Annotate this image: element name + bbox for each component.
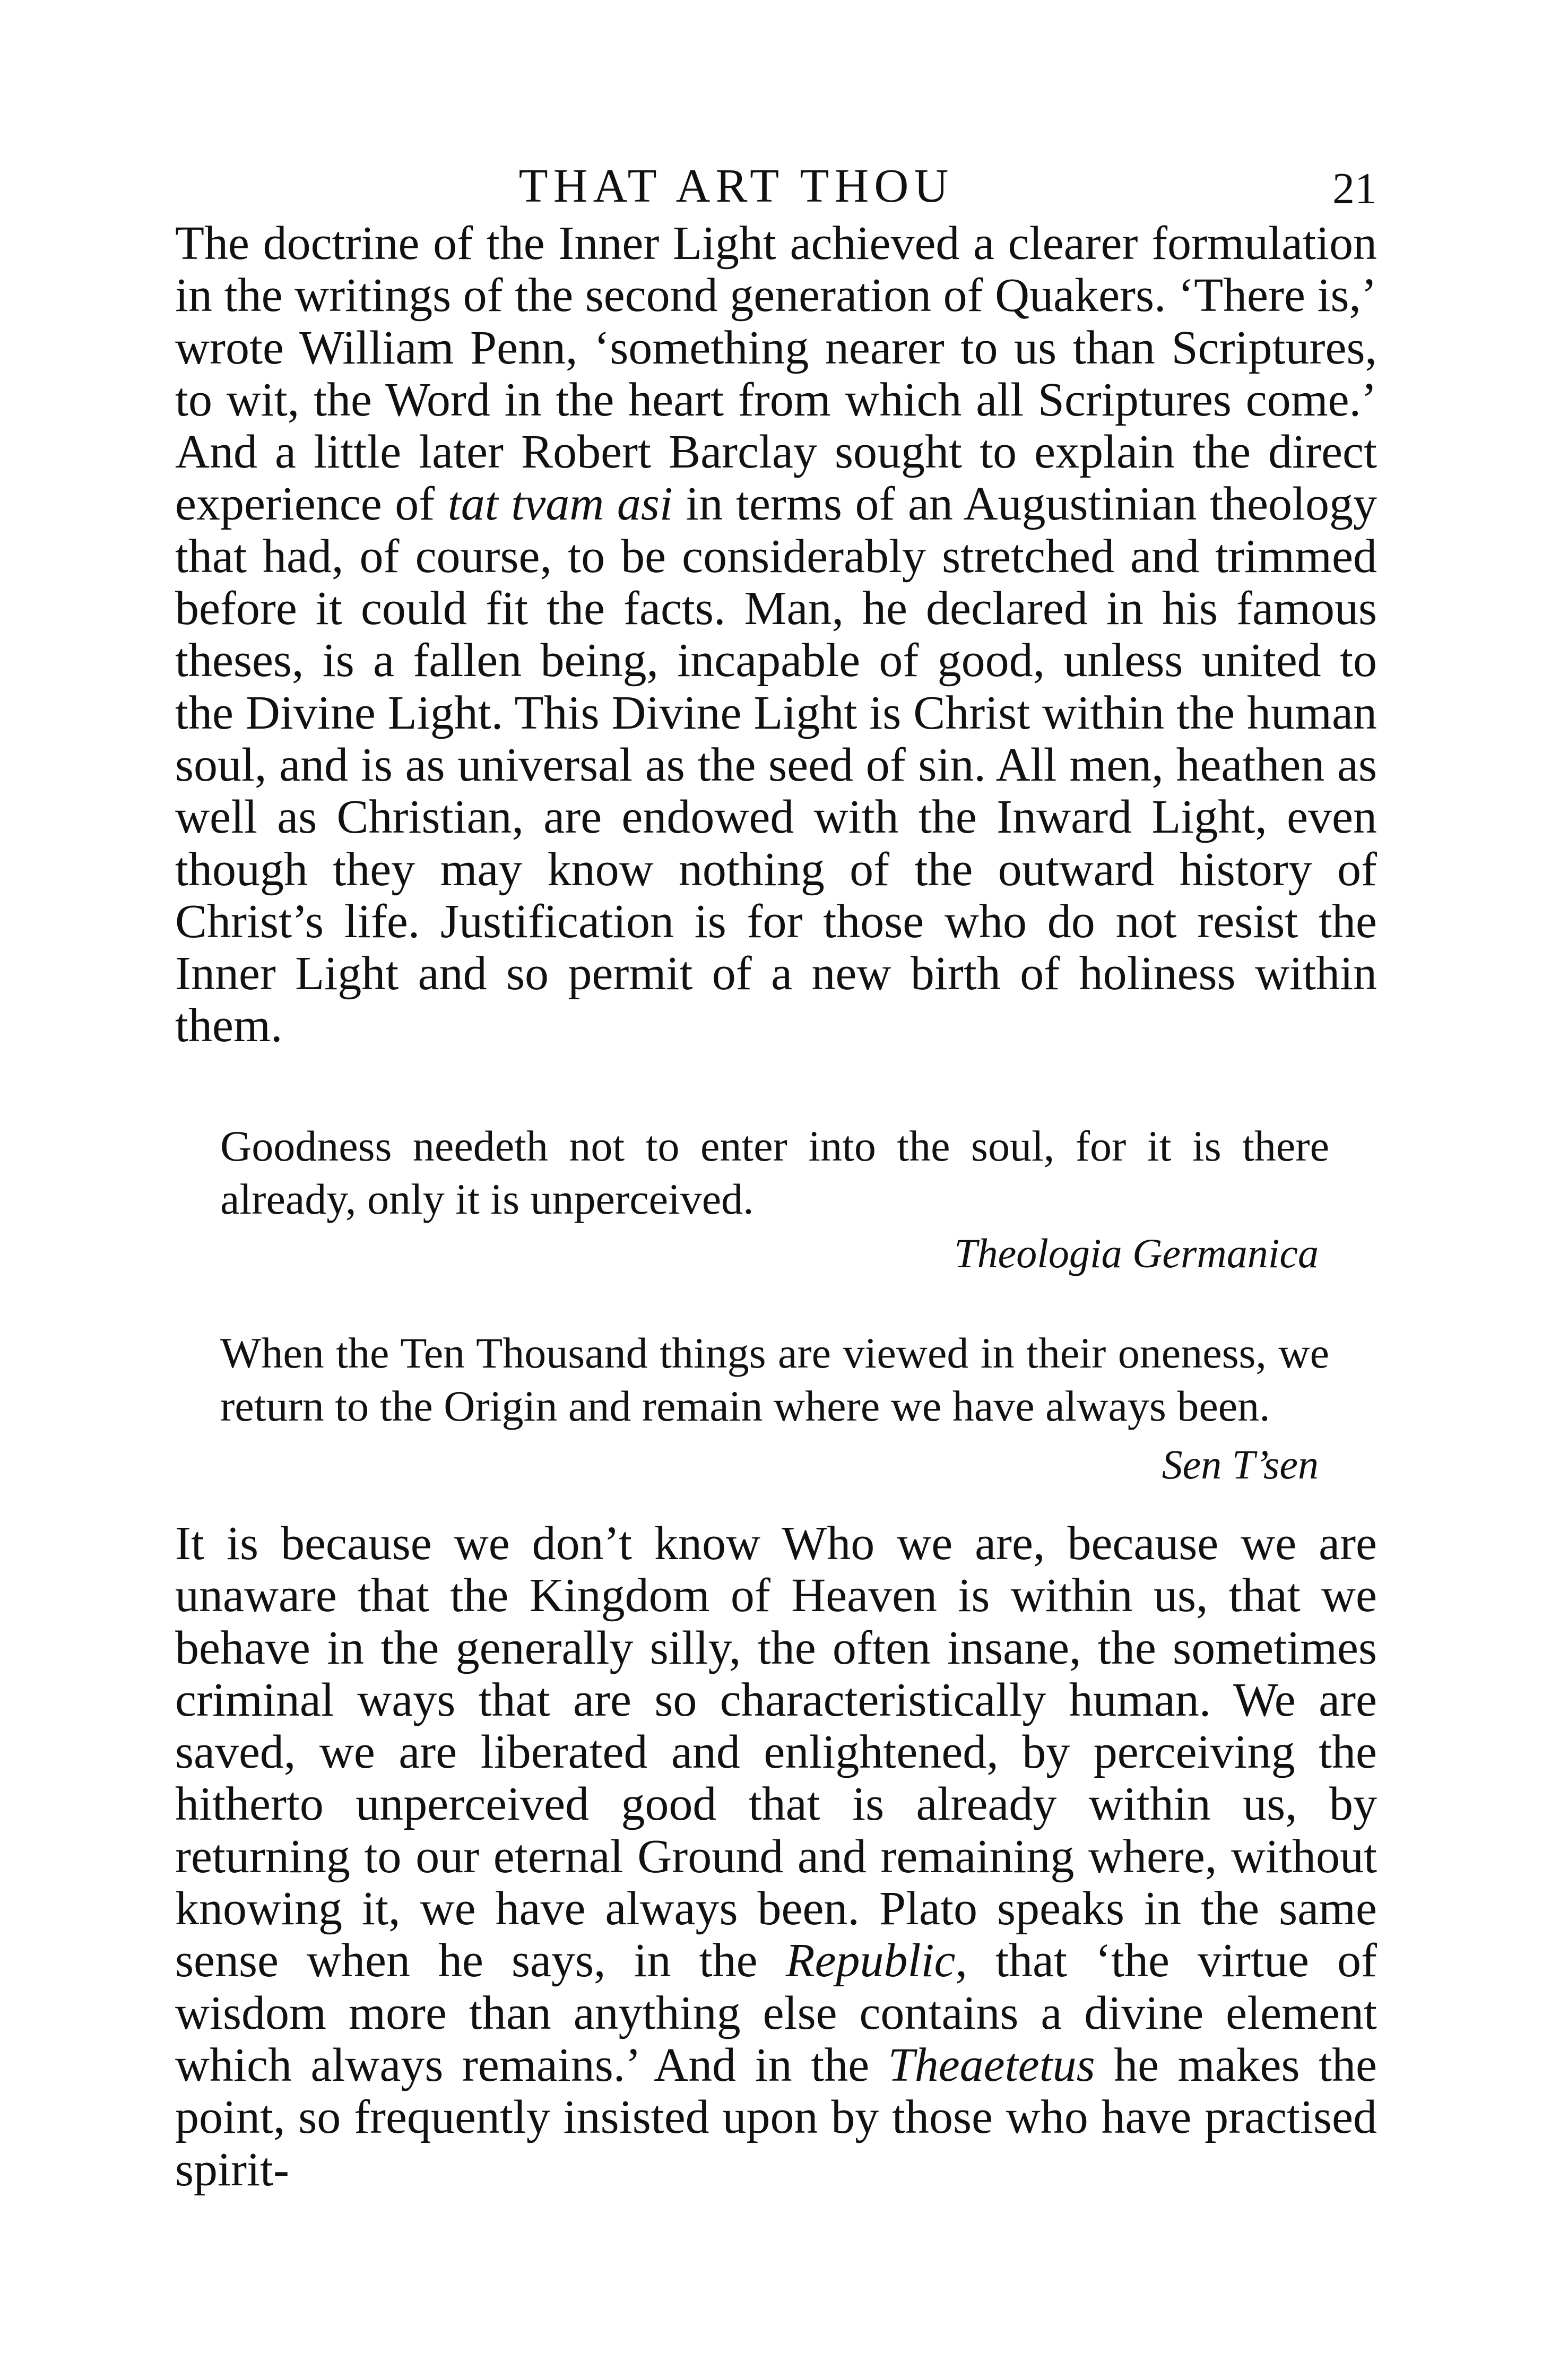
quote-attribution: Theologia Germanica xyxy=(954,1230,1319,1276)
paragraph-who-we-are xyxy=(175,1518,1377,2196)
running-head: THAT ART THOU xyxy=(518,160,954,212)
paragraph-text xyxy=(175,218,1377,1052)
page-header xyxy=(175,157,1377,215)
paragraph-text-part: It is because we don’t know Who we are, because we are unaware that the Kingdom of Heaven is within us, that we behave in the generally silly, the often insane, the sometimes criminal ways that are so characteristically human. We are saved, we are liberated and enlightened, by perceiving the hitherto unperceived good that is already within us, by returning to our eternal Ground and remaining where, without knowing it, we have always been. Plato speaks in the same sense when he says, in the xyxy=(175,1517,1377,1987)
block-quote-sen-tsen xyxy=(220,1327,1329,1491)
italic-phrase: tat tvam asi xyxy=(447,478,673,531)
paragraph-text-part: he makes the point, so frequently insisted upon by those who have practised spirit- xyxy=(175,2038,1377,2196)
italic-title-theaetetus: Theaetetus xyxy=(888,2038,1095,2091)
paragraph-text-part: , that ‘the virtue of wisdom more than anything else contains a divine element which always remains.’ And in the xyxy=(175,1934,1377,2091)
italic-title-republic: Republic xyxy=(785,1934,956,1987)
block-quote-theologia xyxy=(220,1120,1329,1280)
paragraph-text-part: in terms of an Augustinian theology that had, of course, to be considerably stretched and trimmed before it could fit the facts. Man, he declared in his famous theses, is a fallen being, incapable of good, unless united to the Divine Light. This Divine Light is Christ within the human soul, and is as universal as the seed of sin. All men, heathen as well as Christian, are endowed with the Inward Light, even though they may know nothing of the outward history of Christ’s life. Justification is for those who do not resist the Inner Light and so permit of a new birth of holiness within them. xyxy=(175,478,1377,1052)
page-number: 21 xyxy=(1332,164,1377,213)
quote-text: When the Ten Thousand things are viewed in their oneness, we return to the Origin and remain where we have always been. xyxy=(220,1329,1329,1430)
quote-text: Goodness needeth not to enter into the soul, for it is there already, only it is unperceived. xyxy=(220,1122,1329,1223)
paragraph-text xyxy=(175,1518,1377,2196)
paragraph-inner-light xyxy=(175,218,1377,1052)
quote-attribution: Sen T’sen xyxy=(1162,1441,1319,1487)
paragraph-text-part: The doctrine of the Inner Light achieved a clearer formulation in the writings of the second generation of Quakers. ‘There is,’ wrote William Penn, ‘something nearer to us than Scriptures, to wit, the Word in the heart from which all Scriptures come.’ And a little later Robert Barclay sought to explain the direct experience of xyxy=(175,217,1377,531)
